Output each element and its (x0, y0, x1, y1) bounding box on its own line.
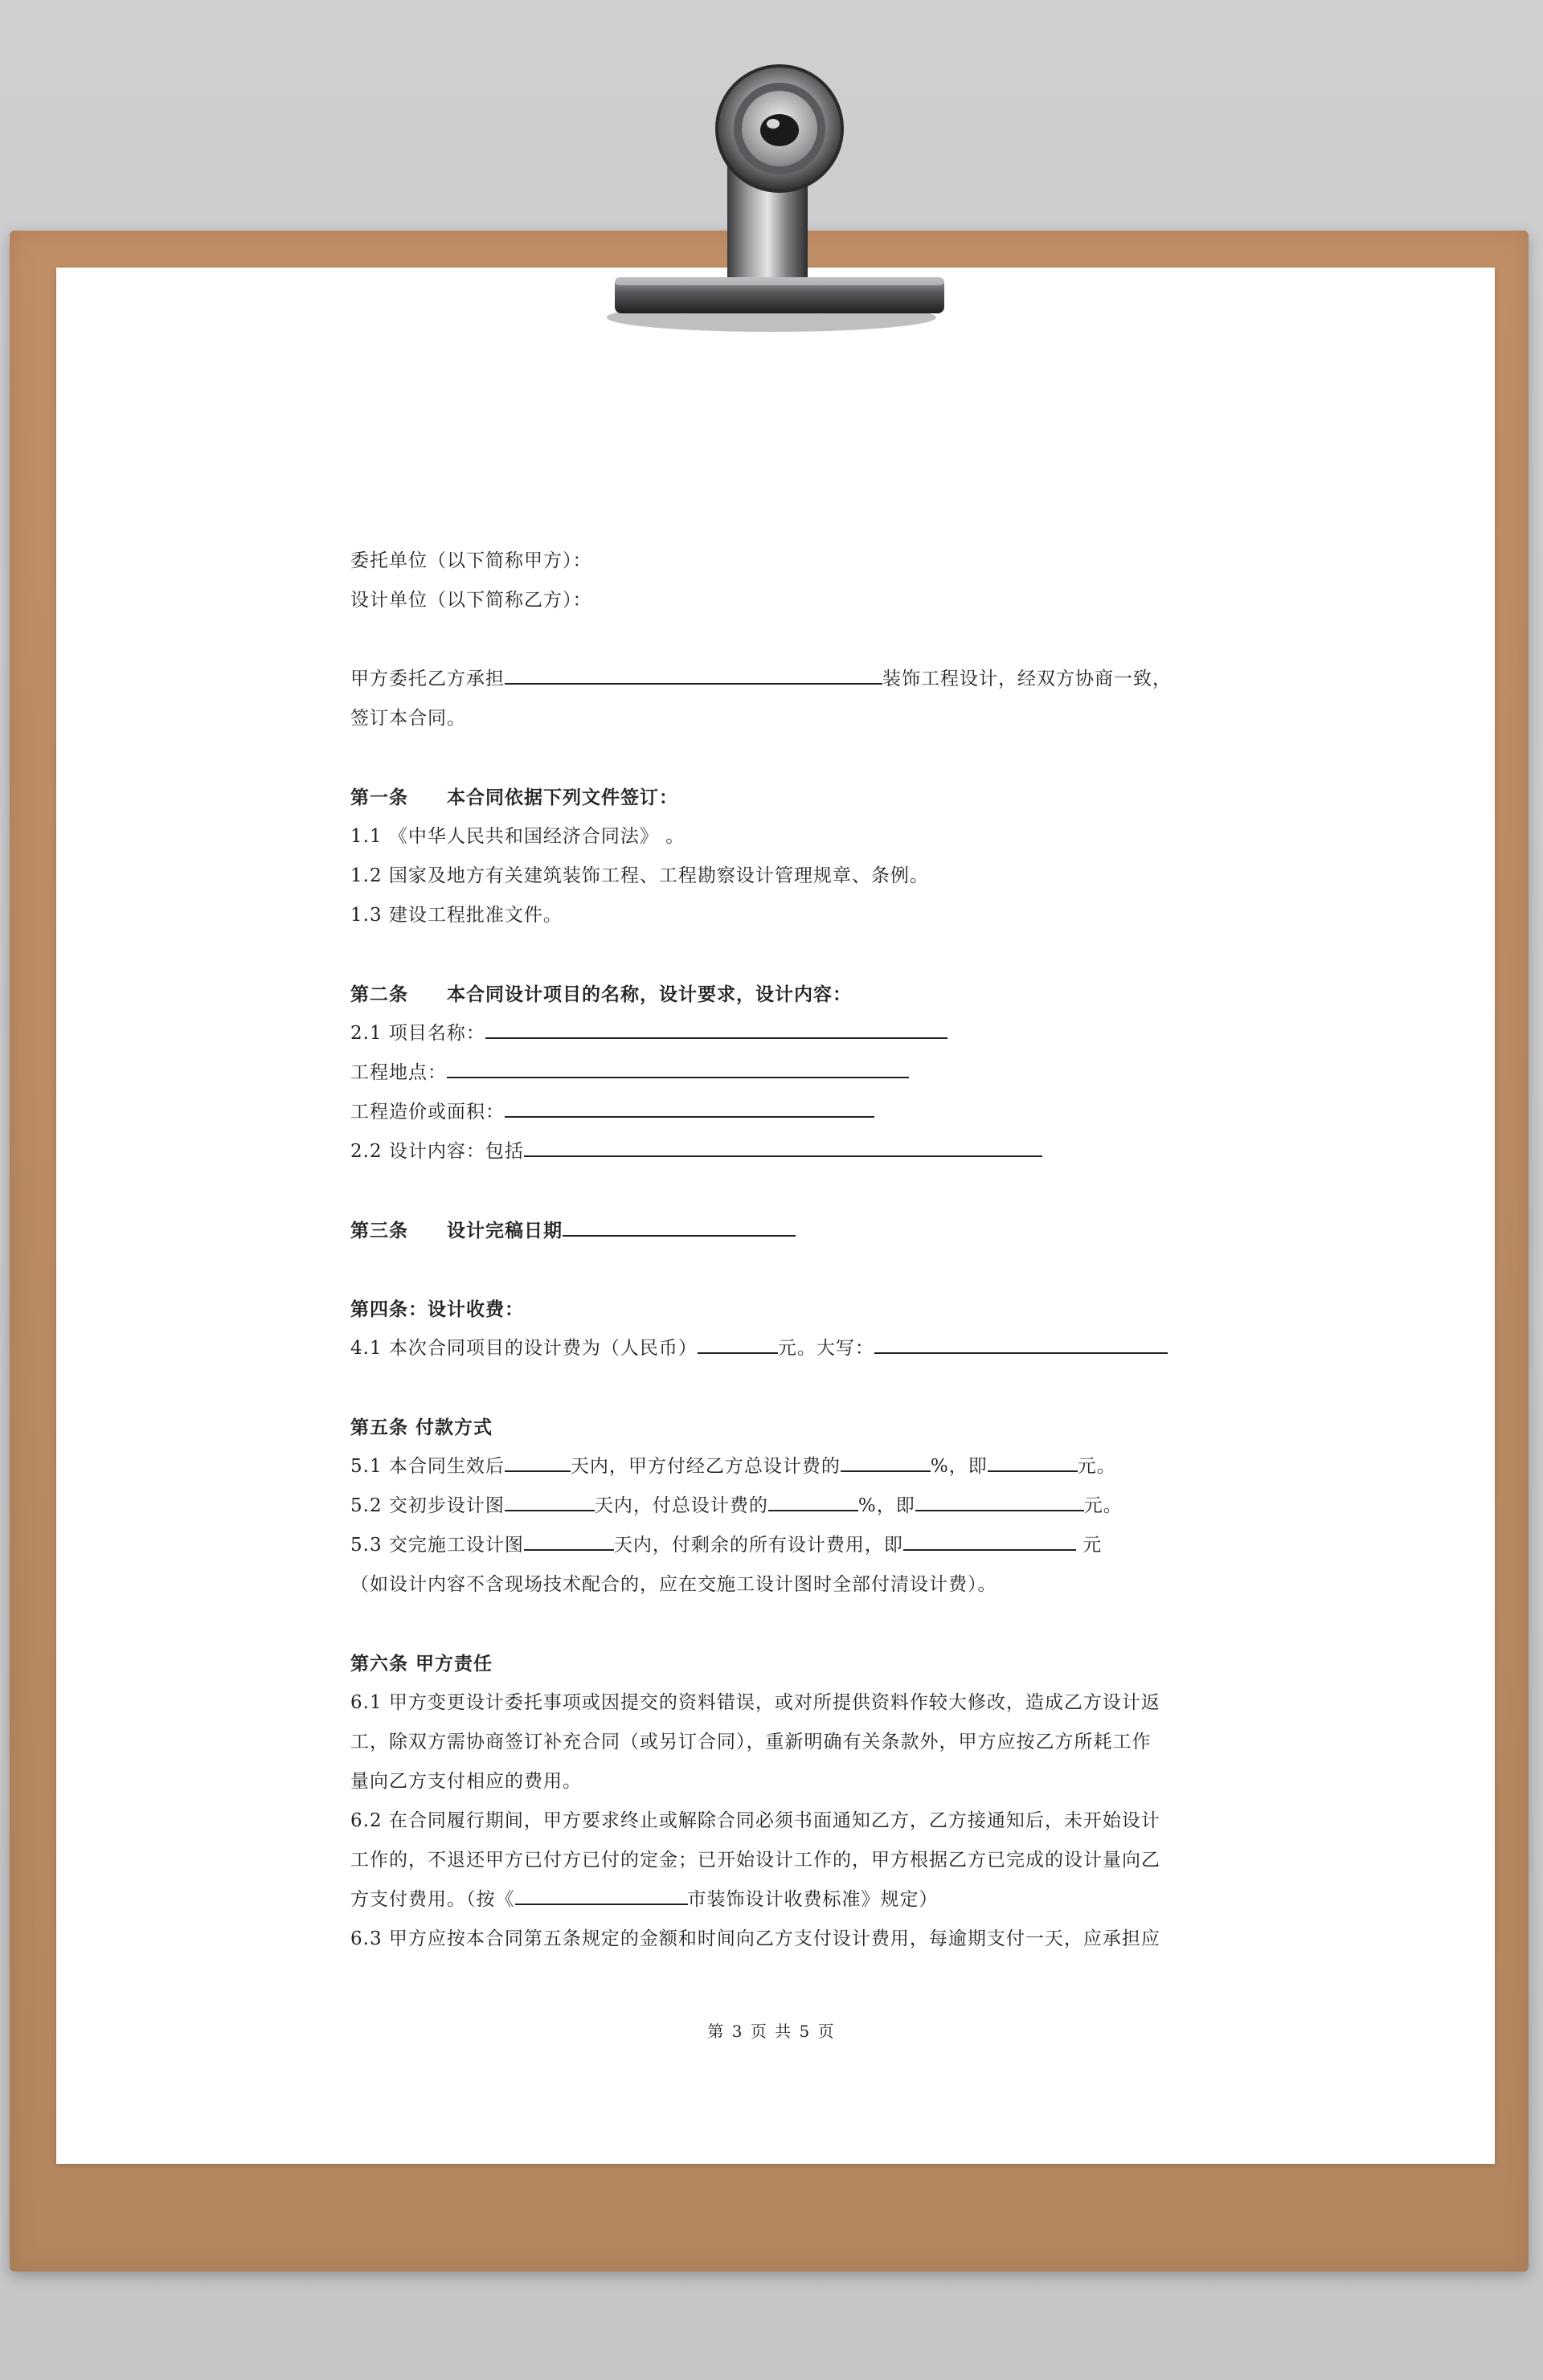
city-blank[interactable] (515, 1881, 688, 1905)
clause-6-2-line-3-a: 方支付费用。（按《 (350, 1889, 515, 1910)
clause-6-1-line-2: 工，除双方需协商签订补充合同（或另订合同），重新明确有关条款外，甲方应按乙方所耗工作 (350, 1732, 1152, 1752)
project-name-label: 2.1 项目名称： (350, 1023, 485, 1044)
intro-line (350, 660, 1172, 699)
clause-5-3-note: （如设计内容不含现场技术配合的，应在交施工设计图时全部付清设计费）。 (350, 1574, 997, 1595)
percent-blank-1[interactable] (841, 1448, 931, 1472)
article-2-number: 第二条 (350, 983, 408, 1005)
article-2-title: 本合同设计项目的名称，设计要求，设计内容： (447, 983, 852, 1005)
clause-6-2-line-2: 工作的，不退还甲方已付方已付的定金；已开始设计工作的，甲方根据乙方已完成的设计量向乙 (350, 1850, 1160, 1871)
clause-6-2-line-1: 6.2 在合同履行期间，甲方要求终止或解除合同必须书面通知乙方，乙方接通知后，未开始设计 (350, 1810, 1160, 1831)
clause-6-3-line-1: 6.3 甲方应按本合同第五条规定的金额和时间向乙方支付设计费用，每逾期支付一天，应承担应 (350, 1928, 1160, 1949)
article-1-number: 第一条 (350, 787, 408, 808)
clause-5-2-c: %，即 (857, 1495, 915, 1516)
article-4-heading: 第四条：设计收费： (350, 1298, 524, 1320)
days-blank-2[interactable] (505, 1487, 595, 1511)
clause-6-2-line-3-b: 市装饰设计收费标准》规定） (687, 1889, 939, 1910)
project-cost-label: 工程造价或面积： (350, 1102, 505, 1123)
amount-blank-1[interactable] (988, 1448, 1078, 1472)
intro-prefix: 甲方委托乙方承担 (350, 669, 505, 689)
intro-line-2: 签订本合同。 (350, 708, 466, 729)
project-location-label: 工程地点： (350, 1062, 447, 1083)
clause-5-3 (350, 1526, 1102, 1565)
days-blank-1[interactable] (505, 1448, 571, 1472)
project-cost (350, 1093, 874, 1132)
binder-clip-icon (579, 48, 948, 354)
clause-2-2 (350, 1132, 1042, 1172)
days-blank-3[interactable] (524, 1527, 614, 1551)
article-6-heading: 第六条 甲方责任 (350, 1653, 493, 1675)
intro-suffix: 装饰工程设计，经双方协商一致， (882, 669, 1172, 689)
fee-amount-blank[interactable] (698, 1330, 778, 1354)
completion-date-blank[interactable] (563, 1212, 796, 1237)
clause-5-3-a: 5.3 交完施工设计图 (350, 1535, 524, 1556)
party-a-line: 委托单位（以下简称甲方）： (350, 550, 592, 571)
clause-1-1: 1.1 《中华人民共和国经济合同法》 。 (350, 826, 686, 847)
clause-5-1 (350, 1447, 1116, 1486)
amount-blank-2[interactable] (915, 1487, 1084, 1511)
fee-words-blank[interactable] (874, 1330, 1168, 1354)
article-1-heading (350, 778, 678, 817)
project-location (350, 1053, 909, 1093)
article-2-heading (350, 975, 852, 1014)
clause-5-1-a: 5.1 本合同生效后 (350, 1456, 505, 1477)
article-3-heading (350, 1211, 796, 1250)
project-location-blank[interactable] (447, 1054, 909, 1078)
article-1-title: 本合同依据下列文件签订： (447, 787, 678, 808)
clause-6-1-line-3: 量向乙方支付相应的费用。 (350, 1771, 582, 1792)
clause-1-2: 1.2 国家及地方有关建筑装饰工程、工程勘察设计管理规章、条例。 (350, 865, 929, 886)
fee-mid: 元。大写： (777, 1338, 874, 1359)
clause-4-1 (350, 1329, 1168, 1368)
fee-label: 4.1 本次合同项目的设计费为（人民币） (350, 1338, 698, 1359)
page-number: 第 3 页 共 5 页 (707, 2022, 836, 2041)
party-b-line: 设计单位（以下简称乙方）： (350, 590, 592, 611)
clause-5-2 (350, 1486, 1123, 1526)
clause-5-1-c: %，即 (930, 1456, 988, 1477)
clause-1-3: 1.3 建设工程批准文件。 (350, 905, 563, 926)
project-name-blank[interactable] (485, 1015, 947, 1039)
clause-5-3-b: 天内，付剩余的所有设计费用，即 (613, 1535, 903, 1556)
clause-6-2-line-3 (350, 1880, 939, 1920)
clause-5-3-c: 元 (1075, 1535, 1103, 1556)
clause-5-1-b: 天内，甲方付经乙方总设计费的 (570, 1456, 841, 1477)
design-content-blank[interactable] (524, 1133, 1042, 1157)
clause-5-1-d: 元。 (1077, 1456, 1116, 1477)
project-cost-blank[interactable] (505, 1094, 874, 1118)
design-content-label: 2.2 设计内容：包括 (350, 1141, 524, 1162)
clause-5-2-a: 5.2 交初步设计图 (350, 1495, 505, 1516)
percent-blank-2[interactable] (768, 1487, 858, 1511)
project-blank[interactable] (505, 660, 882, 685)
clause-2-1 (350, 1014, 947, 1053)
article-3-number: 第三条 (350, 1220, 408, 1241)
clause-5-2-d: 元。 (1083, 1495, 1123, 1516)
article-3-title: 设计完稿日期 (447, 1220, 563, 1241)
clause-6-1-line-1: 6.1 甲方变更设计委托事项或因提交的资料错误，或对所提供资料作较大修改，造成乙方设计返 (350, 1692, 1160, 1713)
article-5-heading: 第五条 付款方式 (350, 1417, 493, 1438)
amount-blank-3[interactable] (903, 1527, 1076, 1551)
clause-5-2-b: 天内，付总设计费的 (594, 1495, 768, 1516)
